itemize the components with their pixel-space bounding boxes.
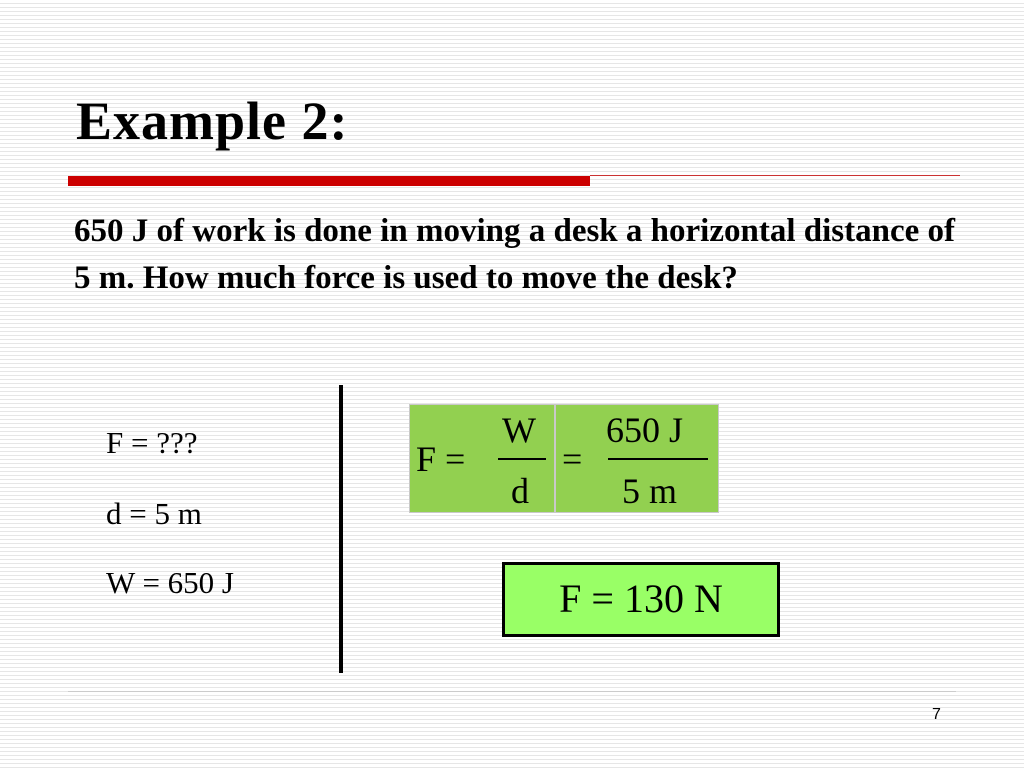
given-work: W = 650 J <box>106 565 234 600</box>
substitution-box <box>555 404 719 513</box>
divider-line <box>339 385 343 673</box>
formula-box <box>409 404 555 513</box>
formula-numerator: W <box>502 410 536 450</box>
substitution-numerator: 650 J <box>606 410 684 450</box>
title-underline-thin <box>590 175 960 176</box>
formula-fraction-bar <box>498 458 546 460</box>
given-distance: d = 5 m <box>106 496 202 531</box>
answer-box <box>502 562 780 637</box>
formula-denominator: d <box>511 471 529 511</box>
substitution-fraction-bar <box>608 458 708 460</box>
substitution-equals: = <box>562 439 583 479</box>
problem-statement: 650 J of work is done in moving a desk a horizontal distance of 5 m. How much force is used to move the desk? <box>74 213 955 296</box>
answer-text: F = 130 N <box>559 576 723 621</box>
substitution-denominator: 5 m <box>622 471 678 511</box>
page-number: 7 <box>932 706 941 723</box>
title-underline-thick <box>68 176 590 186</box>
formula-lhs: F = <box>416 439 466 479</box>
footer-rule <box>68 691 956 692</box>
slide-title: Example 2: <box>76 91 349 151</box>
given-force: F = ??? <box>106 425 198 460</box>
